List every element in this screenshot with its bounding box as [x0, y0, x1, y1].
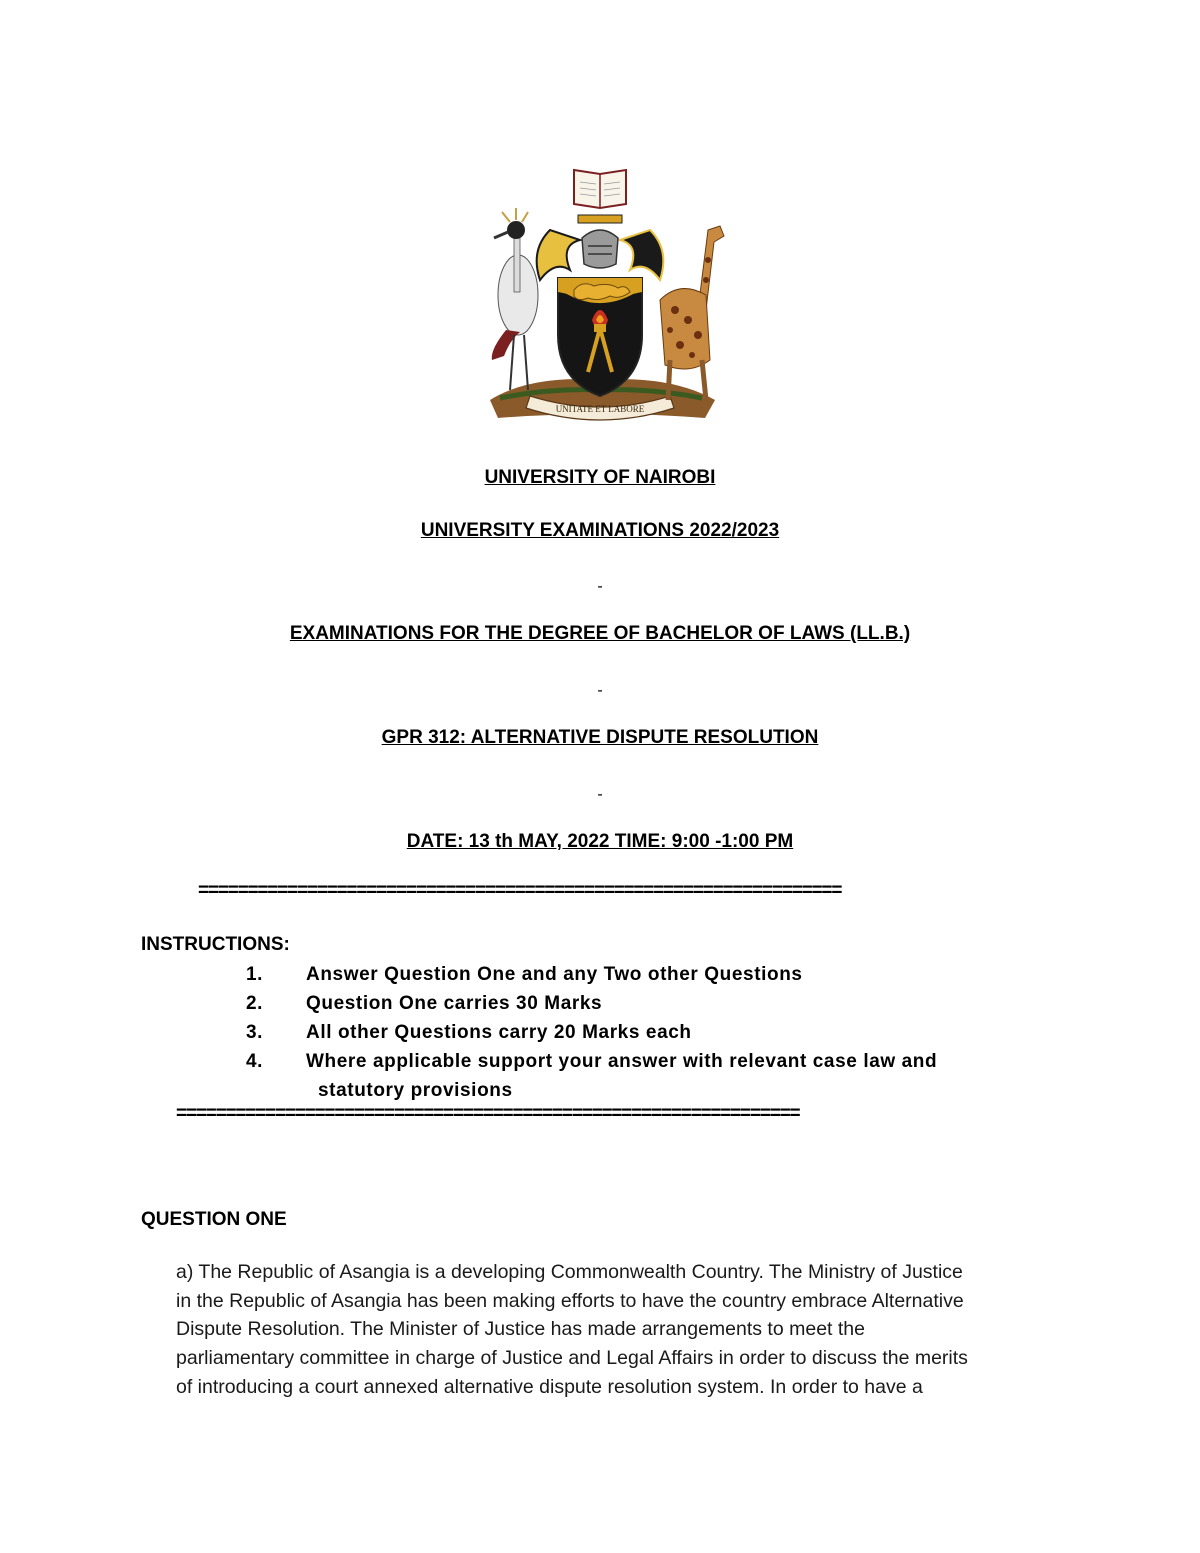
question-one-paragraph	[176, 1258, 1066, 1402]
instruction-number: 2.	[246, 993, 264, 1014]
coat-of-arms-icon	[470, 160, 730, 440]
question-one-title: QUESTION ONE	[141, 1209, 287, 1230]
separator-rule-top: =================================================================	[198, 880, 842, 901]
instruction-item	[246, 1047, 1046, 1105]
institution-title: UNIVERSITY OF NAIROBI	[484, 467, 716, 488]
instruction-text: All other Questions carry 20 Marks each	[306, 1022, 692, 1043]
paragraph-line: parliamentary committee in charge of Justice and Legal Affairs in order to discuss the merits	[176, 1347, 968, 1370]
instruction-text: Where applicable support your answer with relevant case law and	[306, 1051, 938, 1072]
instruction-number: 3.	[246, 1022, 264, 1043]
separator-rule-bottom: ===============================================================	[176, 1103, 800, 1124]
separator-dash: -	[597, 578, 603, 595]
paragraph-line: a) The Republic of Asangia is a developing Commonwealth Country. The Ministry of Justice	[176, 1261, 963, 1283]
instructions-title: INSTRUCTIONS:	[141, 934, 290, 955]
motto-text: UNITATE ET LABORE	[555, 404, 645, 414]
instruction-text: Answer Question One and any Two other Questions	[306, 964, 803, 985]
paragraph-line: in the Republic of Asangia has been making efforts to have the country embrace Alternative	[176, 1289, 964, 1312]
instruction-continuation: statutory provisions	[318, 1080, 513, 1101]
instruction-item	[246, 989, 1046, 1018]
separator-dash: -	[597, 786, 603, 803]
instruction-text: Question One carries 30 Marks	[306, 993, 603, 1014]
examinations-title: UNIVERSITY EXAMINATIONS 2022/2023	[420, 520, 780, 541]
paragraph-line: Dispute Resolution. The Minister of Justice has made arrangements to meet the	[176, 1318, 865, 1341]
separator-dash: -	[597, 682, 603, 699]
paragraph-line: of introducing a court annexed alternative dispute resolution system. In order to have a	[176, 1375, 923, 1398]
instruction-number: 4.	[246, 1051, 264, 1072]
degree-title: EXAMINATIONS FOR THE DEGREE OF BACHELOR OF LAWS (LL.B.)	[289, 623, 911, 644]
instructions-list	[246, 960, 1046, 1105]
date-time: DATE: 13 th MAY, 2022 TIME: 9:00 -1:00 PM	[406, 831, 794, 852]
instruction-number: 1.	[246, 964, 264, 985]
instruction-item	[246, 1018, 1046, 1047]
instruction-item	[246, 960, 1046, 989]
course-title: GPR 312: ALTERNATIVE DISPUTE RESOLUTION	[381, 727, 819, 748]
